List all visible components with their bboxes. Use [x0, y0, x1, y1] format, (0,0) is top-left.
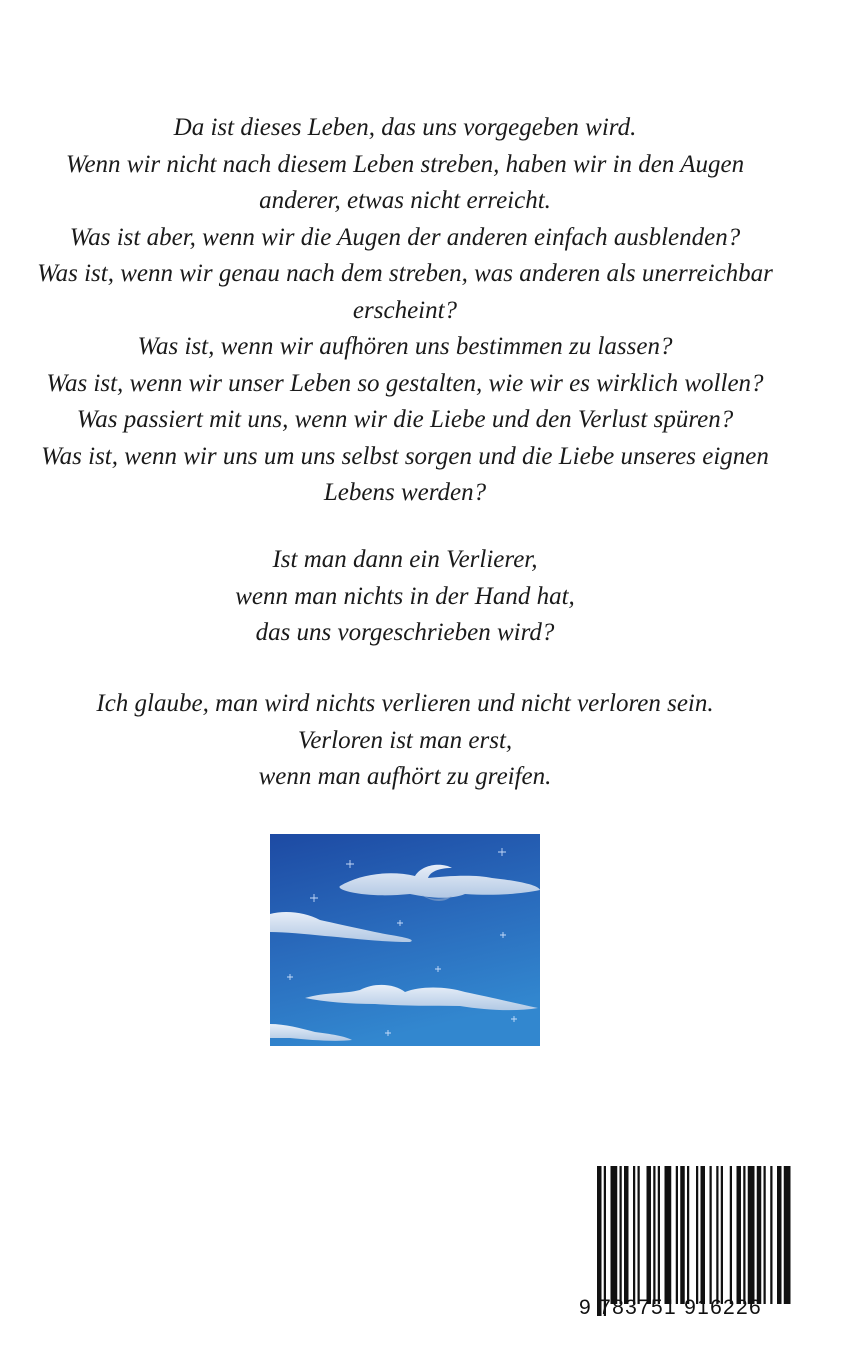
- poem-line: Was ist, wenn wir unser Leben so gestalten, wie wir es wirklich wollen?: [46, 369, 764, 397]
- barcode-bar: [770, 1166, 772, 1304]
- poem-stanza-3: [0, 686, 810, 796]
- poem-line: Was ist, wenn wir aufhören uns bestimmen zu lassen?: [137, 333, 673, 360]
- barcode-bars: [579, 1166, 791, 1316]
- barcode-bar: [620, 1166, 622, 1304]
- barcode-bar: [611, 1166, 618, 1304]
- barcode-bar: [710, 1166, 712, 1304]
- poem-line: Verloren ist man erst,: [297, 726, 513, 754]
- poem-line: Ich glaube, man wird nichts verlieren und nicht verloren sein.: [96, 690, 714, 717]
- barcode-bar: [784, 1166, 791, 1304]
- barcode-bar: [676, 1166, 678, 1304]
- poem-line: Was ist, wenn wir uns um uns selbst sorgen und die Liebe unseres eignen: [41, 442, 769, 470]
- barcode-bar: [638, 1166, 640, 1304]
- barcode-bar: [658, 1166, 660, 1304]
- poem-line: erscheint?: [352, 296, 458, 324]
- barcode-bar: [764, 1166, 766, 1304]
- poem-stanza-1: [0, 110, 810, 512]
- isbn-number: 9 783751 916226: [579, 1296, 762, 1319]
- barcode-bar: [624, 1166, 629, 1304]
- barcode-bar: [604, 1166, 606, 1316]
- barcode-bar: [687, 1166, 689, 1304]
- poem-stanza-2: [0, 542, 810, 652]
- isbn-barcode: [579, 1166, 791, 1336]
- barcode-bar: [721, 1166, 723, 1304]
- poem-line: wenn man aufhört zu greifen.: [258, 763, 552, 790]
- barcode-bar: [730, 1166, 732, 1304]
- poem-line: wenn man nichts in der Hand hat,: [235, 582, 575, 610]
- barcode-bar: [696, 1166, 698, 1304]
- barcode-bar: [647, 1166, 652, 1304]
- barcode-bar: [748, 1166, 755, 1304]
- barcode-bar: [701, 1166, 706, 1304]
- barcode-bar: [633, 1166, 635, 1304]
- barcode-bar: [777, 1166, 782, 1304]
- barcode-bar: [597, 1166, 602, 1316]
- barcode-bar: [757, 1166, 762, 1304]
- poem-line: Was passiert mit uns, wenn wir die Liebe und den Verlust spüren?: [76, 406, 734, 433]
- night-sky-illustration: [270, 834, 540, 1046]
- poem-line: Was ist aber, wenn wir die Augen der anderen einfach ausblenden?: [69, 223, 741, 251]
- poem-line: Wenn wir nicht nach diesem Leben streben, haben wir in den Augen: [65, 150, 745, 178]
- barcode-bar: [716, 1166, 718, 1304]
- barcode-bar: [743, 1166, 745, 1304]
- barcode-bar: [737, 1166, 742, 1304]
- barcode-bar: [653, 1166, 655, 1304]
- poem-line: Was ist, wenn wir genau nach dem streben, was anderen als unerreichbar: [37, 260, 773, 287]
- barcode-bar: [665, 1166, 672, 1304]
- poem-line: Da ist dieses Leben, das uns vorgegeben wird.: [173, 114, 637, 141]
- barcode-bar: [680, 1166, 685, 1304]
- poem-line: das uns vorgeschrieben wird?: [255, 619, 555, 646]
- night-sky-painting: [270, 834, 540, 1046]
- poem-line: Lebens werden?: [323, 479, 487, 506]
- poem-line: Ist man dann ein Verlierer,: [272, 546, 538, 573]
- poem-line: anderer, etwas nicht erreicht.: [259, 187, 551, 214]
